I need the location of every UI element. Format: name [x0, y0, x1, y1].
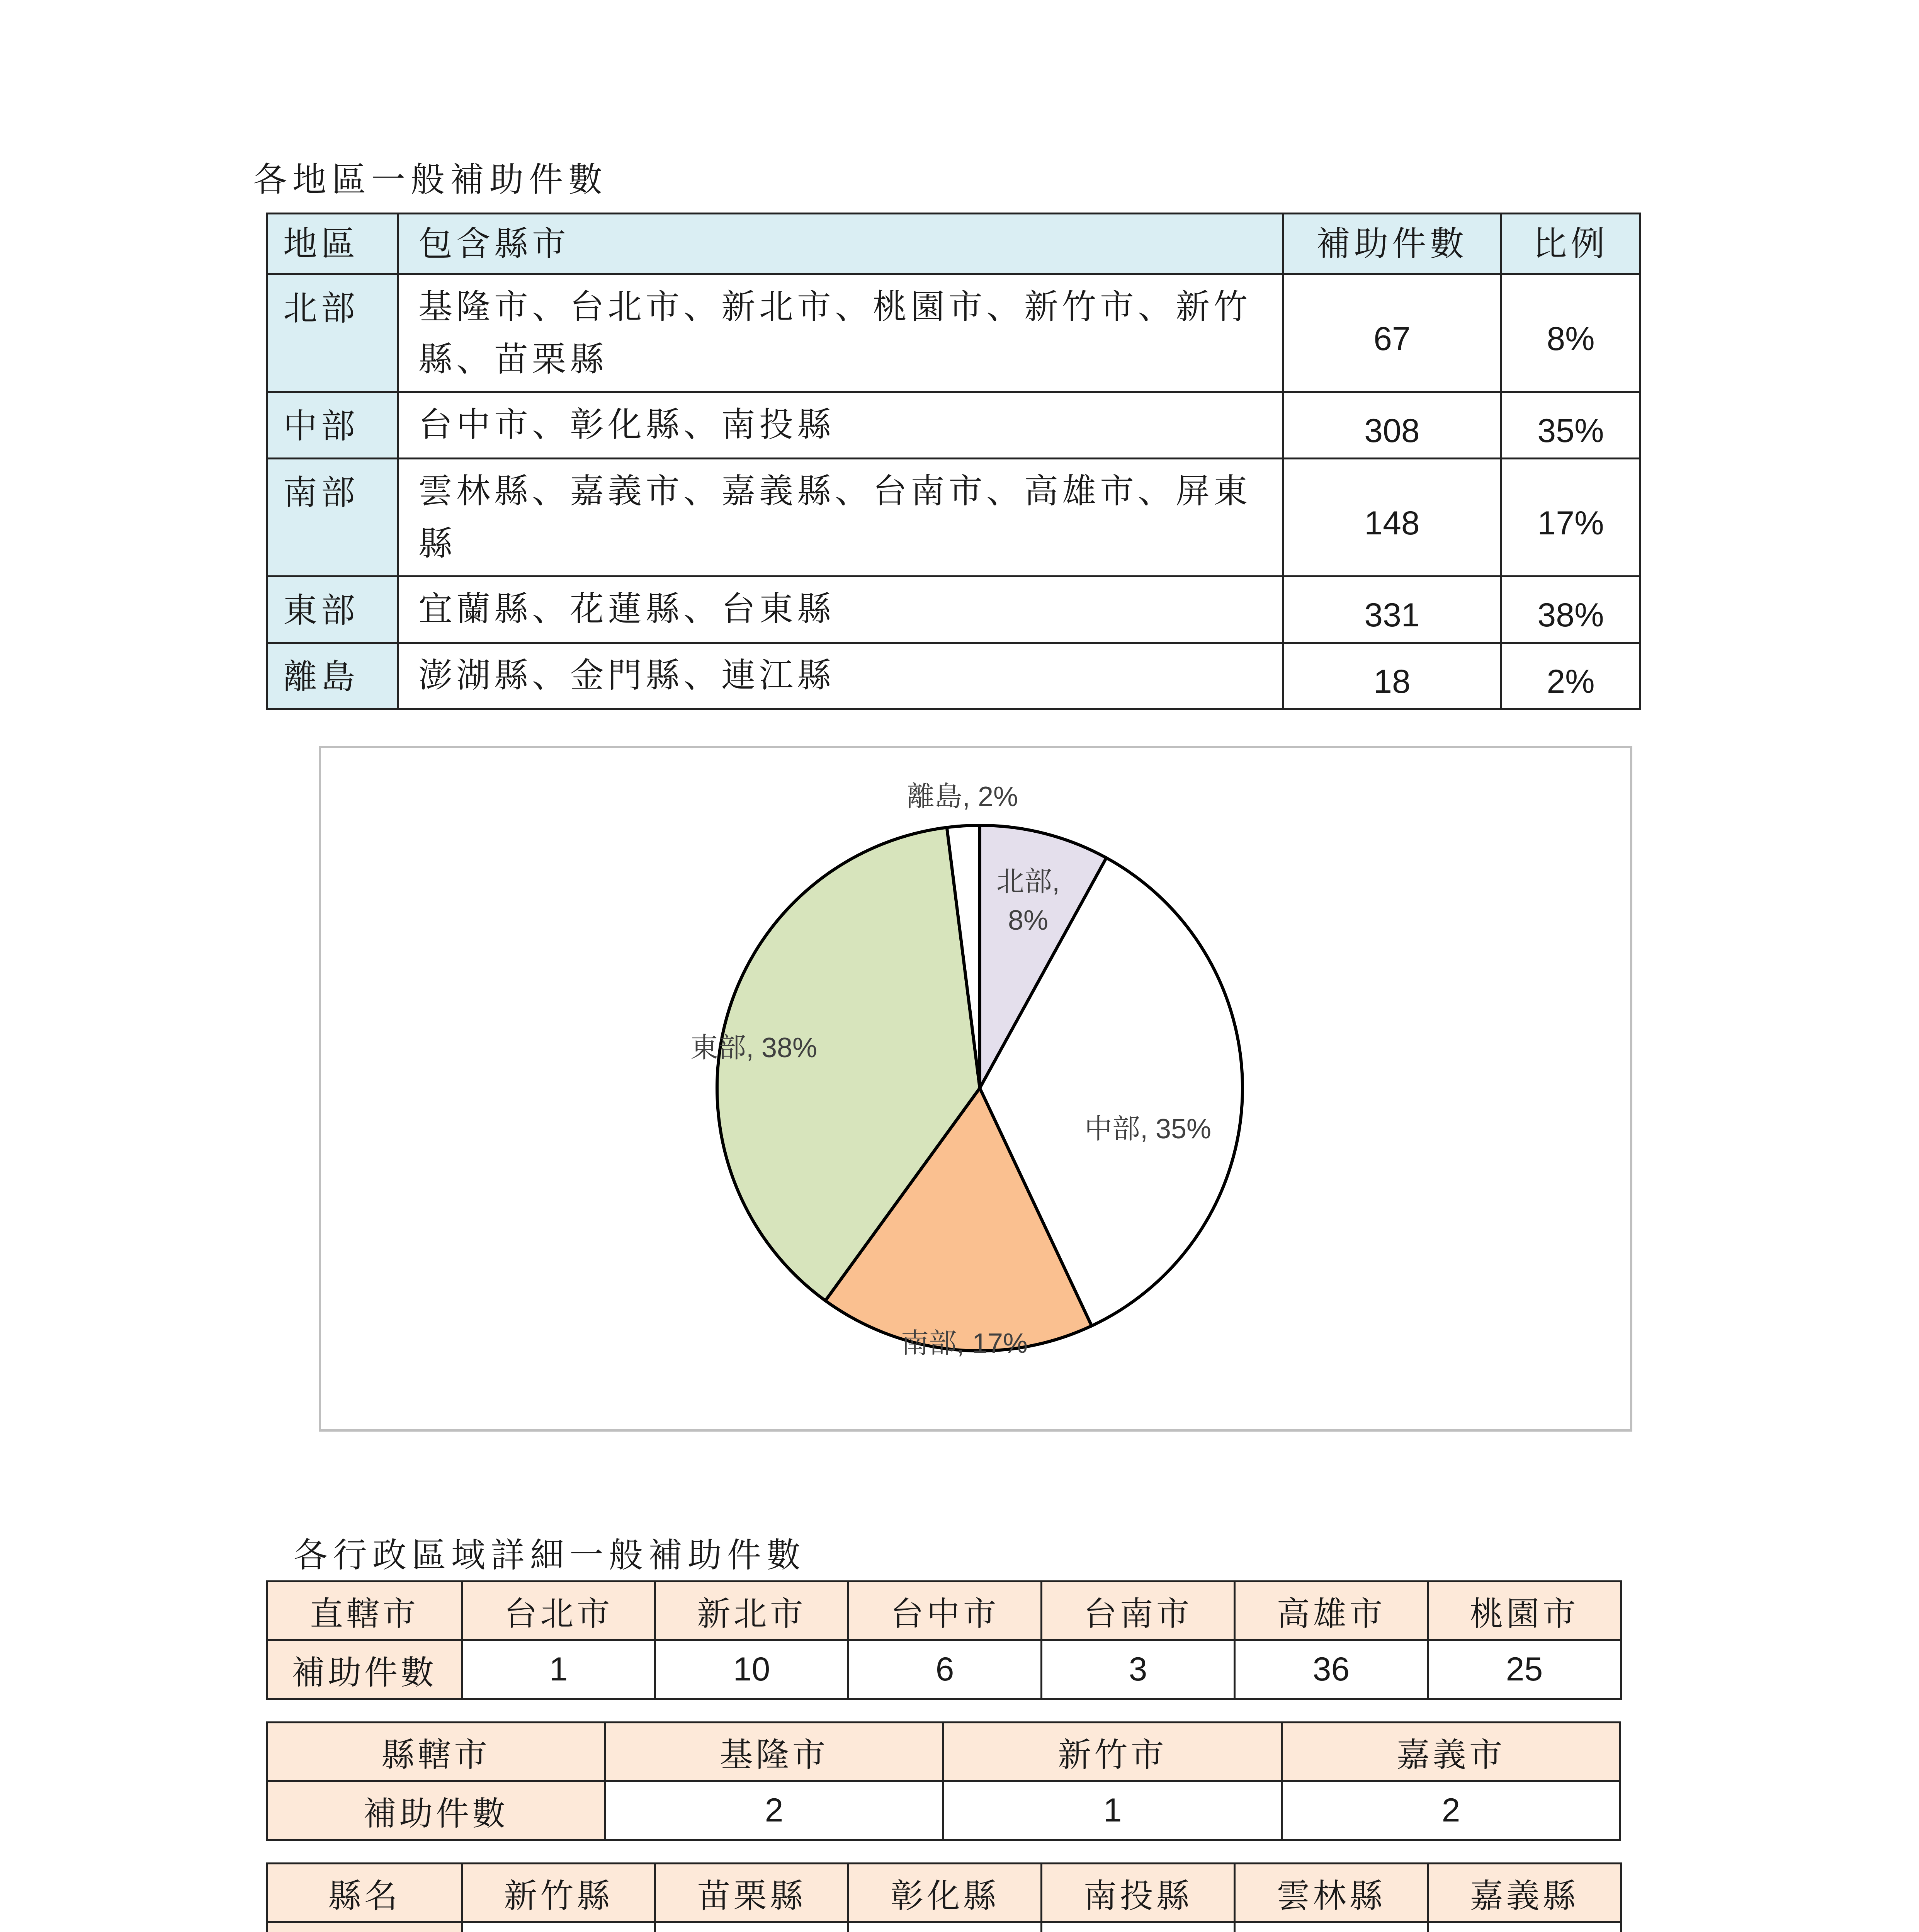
city-count-label: 補助件數: [267, 1781, 605, 1840]
header-region: 地區: [267, 214, 398, 274]
region-name: 東部: [267, 577, 398, 643]
region-name: 離島: [267, 643, 398, 709]
pie-label-4: 東部, 38%: [690, 1032, 818, 1063]
county-name: 雲林縣: [1235, 1864, 1428, 1922]
municipal-count: 25: [1428, 1640, 1621, 1699]
municipal-count: 36: [1235, 1640, 1428, 1699]
region-name: 南部: [267, 459, 398, 577]
pie-label-1: 北部, 8%: [996, 866, 1060, 936]
city-table: [266, 1721, 1621, 1841]
city-header-label: 縣轄市: [267, 1723, 605, 1781]
county-name: 嘉義縣: [1428, 1864, 1621, 1922]
municipal-table: [266, 1580, 1622, 1700]
municipal-name: 台南市: [1042, 1582, 1235, 1640]
county-count: [848, 1922, 1042, 1932]
county-count: [655, 1922, 848, 1932]
county-count: [1235, 1922, 1428, 1932]
region-name: 中部: [267, 392, 398, 459]
county-count: [1042, 1922, 1235, 1932]
city-name: 新竹市: [943, 1723, 1282, 1781]
municipal-name: 桃園市: [1428, 1582, 1621, 1640]
county-name: 新竹縣: [462, 1864, 655, 1922]
municipal-header-label: 直轄市: [267, 1582, 462, 1640]
region-ratio: 17%: [1501, 459, 1640, 577]
header-cities: 包含縣市: [398, 214, 1283, 274]
county-name: 彰化縣: [848, 1864, 1042, 1922]
county-count: [462, 1922, 655, 1932]
pie-chart-frame: [319, 746, 1632, 1432]
region-cities: 基隆市、台北市、新北市、桃園市、新竹市、新竹縣、苗栗縣: [398, 274, 1283, 392]
city-count: 2: [605, 1781, 943, 1840]
municipal-name: 台中市: [848, 1582, 1042, 1640]
city-count: 1: [943, 1781, 1282, 1840]
pie-label-2: 中部, 35%: [1084, 1114, 1212, 1145]
region-cities: 宜蘭縣、花蓮縣、台東縣: [398, 577, 1283, 643]
table-row: [267, 459, 1640, 577]
region-ratio: 35%: [1501, 392, 1640, 459]
county-table: [266, 1862, 1622, 1932]
region-table-header: [267, 214, 1640, 274]
table-row: [267, 274, 1640, 392]
region-count: 331: [1283, 577, 1501, 643]
table-row: [267, 392, 1640, 459]
municipal-count: 1: [462, 1640, 655, 1699]
pie-label-3: 南部, 17%: [901, 1328, 1028, 1359]
municipal-name: 高雄市: [1235, 1582, 1428, 1640]
county-count-label: [267, 1922, 462, 1932]
municipal-name: 新北市: [655, 1582, 848, 1640]
region-count: 308: [1283, 392, 1501, 459]
pie-chart: [321, 748, 1630, 1429]
region-cities: 雲林縣、嘉義市、嘉義縣、台南市、高雄市、屏東縣: [398, 459, 1283, 577]
region-cities: 澎湖縣、金門縣、連江縣: [398, 643, 1283, 709]
detail-section-title: 各行政區域詳細一般補助件數: [294, 1535, 806, 1575]
city-name: 基隆市: [605, 1723, 943, 1781]
region-table: [266, 213, 1641, 710]
region-cities: 台中市、彰化縣、南投縣: [398, 392, 1283, 459]
region-count: 18: [1283, 643, 1501, 709]
municipal-count: 3: [1042, 1640, 1235, 1699]
region-ratio: 8%: [1501, 274, 1640, 392]
pie-label-5: 離島, 2%: [906, 781, 1018, 812]
municipal-count-label: 補助件數: [267, 1640, 462, 1699]
municipal-count: 10: [655, 1640, 848, 1699]
municipal-name: 台北市: [462, 1582, 655, 1640]
region-ratio: 38%: [1501, 577, 1640, 643]
county-header-label: 縣名: [267, 1864, 462, 1922]
header-count: 補助件數: [1283, 214, 1501, 274]
header-ratio: 比例: [1501, 214, 1640, 274]
region-section-title: 各地區一般補助件數: [253, 160, 608, 199]
region-name: 北部: [267, 274, 398, 392]
county-count: [1428, 1922, 1621, 1932]
municipal-count: 6: [848, 1640, 1042, 1699]
table-row: [267, 577, 1640, 643]
county-name: 南投縣: [1042, 1864, 1235, 1922]
region-ratio: 2%: [1501, 643, 1640, 709]
city-name: 嘉義市: [1282, 1723, 1620, 1781]
region-count: 148: [1283, 459, 1501, 577]
table-row: [267, 643, 1640, 709]
county-name: 苗栗縣: [655, 1864, 848, 1922]
region-count: 67: [1283, 274, 1501, 392]
city-count: 2: [1282, 1781, 1620, 1840]
